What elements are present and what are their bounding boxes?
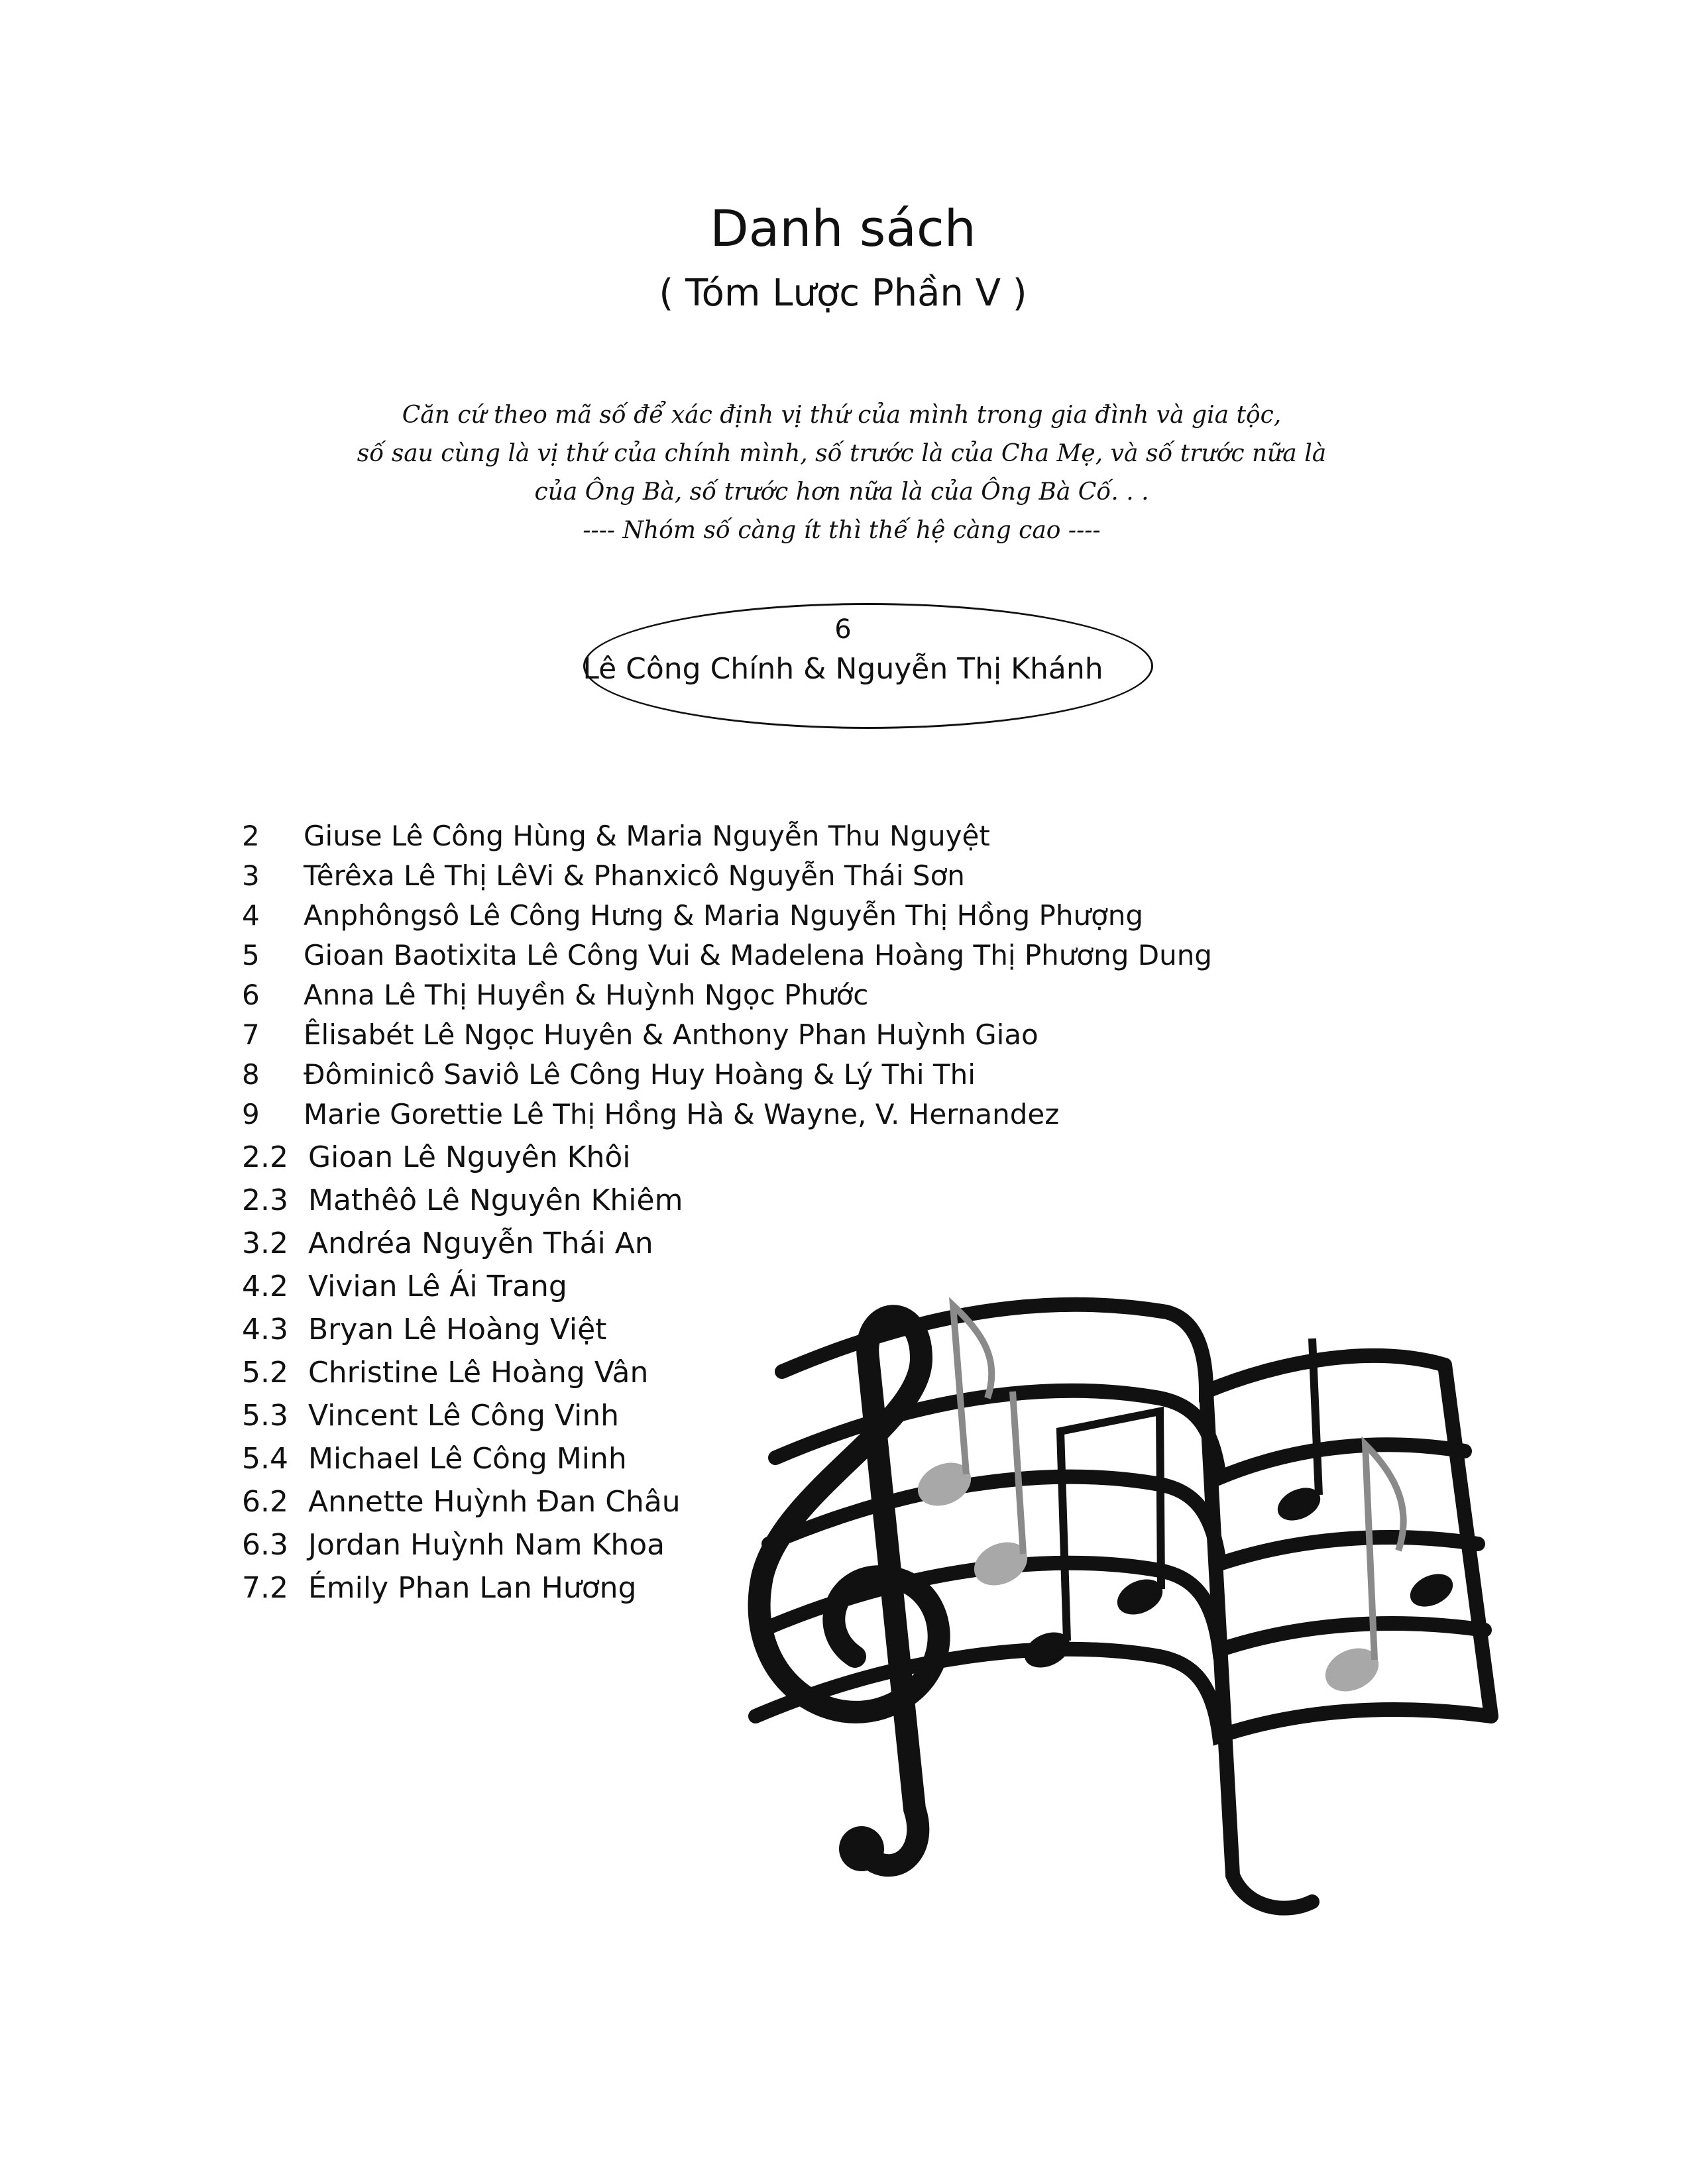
head-couple-name: Lê Công Chính & Nguyễn Thị Khánh	[583, 652, 1103, 686]
item-name: Giuse Lê Công Hùng & Maria Nguyễn Thu Nguyệt	[304, 820, 990, 852]
item-number: 7	[242, 1018, 260, 1051]
intro-line: Căn cứ theo mã số để xác định vị thứ của mình trong gia đình và gia tộc,	[402, 402, 1282, 429]
item-name: Annette Huỳnh Đan Châu	[308, 1485, 681, 1519]
item-name: Bryan Lê Hoàng Việt	[308, 1313, 607, 1346]
item-number: 3.2	[242, 1227, 288, 1260]
intro-line: của Ông Bà, số trước hơn nữa là của Ông Bà Cố. . .	[534, 478, 1149, 506]
item-name: Mathêô Lê Nguyên Khiêm	[308, 1183, 683, 1217]
page-title: Danh sách	[710, 199, 976, 258]
head-couple-code: 6	[834, 614, 852, 645]
item-number: 5.3	[242, 1399, 288, 1433]
item-number: 4.2	[242, 1270, 288, 1303]
item-number: 9	[242, 1098, 260, 1130]
item-number: 2.2	[242, 1140, 288, 1174]
item-name: Jordan Huỳnh Nam Khoa	[308, 1528, 665, 1562]
item-number: 7.2	[242, 1571, 288, 1605]
item-number: 4.3	[242, 1313, 288, 1346]
intro-paragraph	[331, 396, 1352, 550]
item-name: Michael Lê Công Minh	[308, 1442, 627, 1476]
page-subtitle: ( Tóm Lược Phần V )	[659, 272, 1027, 315]
item-name: Gioan Lê Nguyên Khôi	[308, 1140, 631, 1174]
item-number: 5.2	[242, 1356, 288, 1390]
item-name: Anna Lê Thị Huyền & Huỳnh Ngọc Phước	[304, 979, 869, 1011]
item-name: Christine Lê Hoàng Vân	[308, 1356, 649, 1390]
item-number: 6	[242, 979, 260, 1011]
item-number: 5	[242, 939, 260, 971]
item-name: Êlisabét Lê Ngọc Huyên & Anthony Phan Huỳnh Giao	[304, 1018, 1039, 1051]
item-name: Émily Phan Lan Hương	[308, 1571, 637, 1605]
intro-line: ---- Nhóm số càng ít thì thế hệ càng cao ----	[583, 517, 1101, 544]
item-number: 2	[242, 820, 260, 852]
item-number: 4	[242, 899, 260, 932]
item-name: Đôminicô Saviô Lê Công Huy Hoàng & Lý Thi Thi	[304, 1058, 976, 1091]
music-staff-treble-clef-icon	[702, 1279, 1630, 1928]
item-number: 6.3	[242, 1528, 288, 1562]
item-name: Vincent Lê Công Vinh	[308, 1399, 620, 1433]
item-name: Têrêxa Lê Thị LêVi & Phanxicô Nguyễn Thái Sơn	[304, 859, 965, 892]
item-name: Andréa Nguyễn Thái An	[308, 1227, 653, 1260]
intro-line: số sau cùng là vị thứ của chính mình, số trước là của Cha Mẹ, và số trước nữa là	[357, 440, 1327, 467]
item-number: 6.2	[242, 1485, 288, 1519]
item-name: Marie Gorettie Lê Thị Hồng Hà & Wayne, V. Hernandez	[304, 1098, 1060, 1130]
item-number: 2.3	[242, 1183, 288, 1217]
item-name: Anphôngsô Lê Công Hưng & Maria Nguyễn Thị Hồng Phượng	[304, 899, 1144, 932]
item-name: Gioan Baotixita Lê Công Vui & Madelena Hoàng Thị Phương Dung	[304, 939, 1212, 971]
item-number: 8	[242, 1058, 260, 1091]
item-number: 5.4	[242, 1442, 288, 1476]
item-number: 3	[242, 859, 260, 892]
item-name: Vivian Lê Ái Trang	[308, 1270, 567, 1303]
